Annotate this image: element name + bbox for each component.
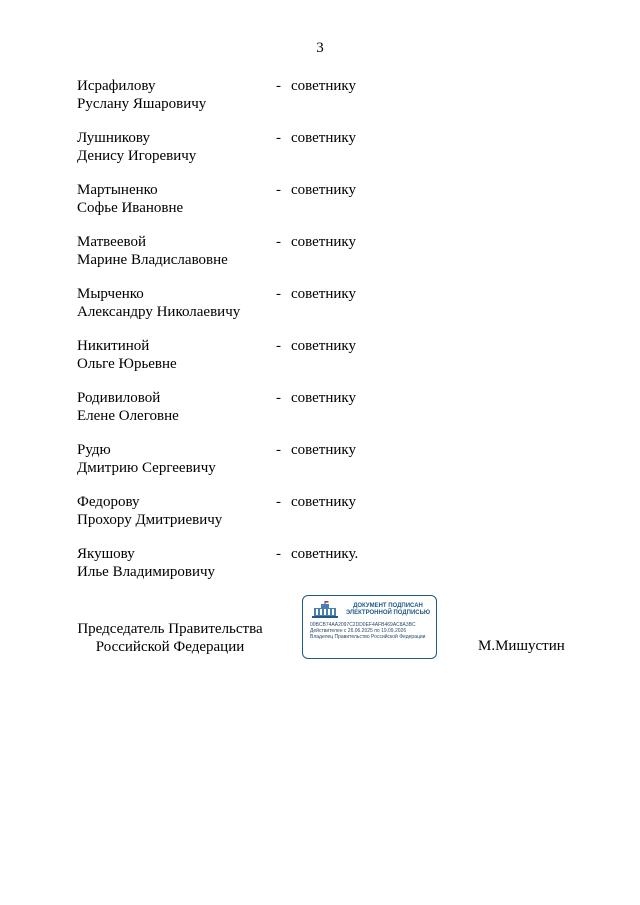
signatory-title <box>70 620 270 656</box>
entry-dash: - <box>276 390 281 406</box>
stamp-certificate: 00BCB74AA2097C2DD0EF4AFB469AC8A3BC <box>310 622 416 628</box>
appointee-given-names: Прохору Дмитриевичу <box>77 512 223 528</box>
appointee-given-names: Дмитрию Сергеевичу <box>77 460 216 476</box>
signer-name: М.Мишустин <box>478 638 565 654</box>
appointee-role: советнику <box>291 182 356 198</box>
entry-dash: - <box>276 338 281 354</box>
appointee-surname: Матвеевой <box>77 234 146 250</box>
appointee-role: советнику <box>291 442 356 458</box>
appointee-given-names: Денису Игоревичу <box>77 148 197 164</box>
stamp-title-line1: ДОКУМЕНТ ПОДПИСАН <box>353 603 423 609</box>
entry-dash: - <box>276 78 281 94</box>
entry-dash: - <box>276 182 281 198</box>
appointment-entry <box>77 233 557 285</box>
government-building-icon <box>311 601 339 619</box>
appointee-role: советнику <box>291 234 356 250</box>
appointee-surname: Лушникову <box>77 130 151 146</box>
entry-dash: - <box>276 494 281 510</box>
entry-dash: - <box>276 546 281 562</box>
stamp-validity: Действителен с 26.06.2025 по 19.09.2026 <box>310 628 407 635</box>
appointment-entry <box>77 389 557 441</box>
appointment-entry <box>77 493 557 545</box>
appointee-surname: Мырченко <box>77 286 144 302</box>
appointment-entry <box>77 545 557 597</box>
appointee-given-names: Илье Владимировичу <box>77 564 216 580</box>
appointee-role: советнику <box>291 494 356 510</box>
appointee-surname: Исрафилову <box>77 78 156 94</box>
appointee-given-names: Руслану Яшаровичу <box>77 96 207 112</box>
appointee-given-names: Александру Николаевичу <box>77 304 241 320</box>
appointee-given-names: Ольге Юрьевне <box>77 356 177 372</box>
appointment-entry <box>77 285 557 337</box>
appointee-role: советнику <box>291 338 356 354</box>
appointee-given-names: Софье Ивановне <box>77 200 184 216</box>
appointee-given-names: Марине Владиславовне <box>77 252 228 268</box>
appointment-entry <box>77 181 557 233</box>
stamp-details <box>310 622 434 641</box>
entry-dash: - <box>276 286 281 302</box>
stamp-owner: Владелец Правительство Российской Федерации <box>310 634 426 641</box>
appointee-surname: Федорову <box>77 494 140 510</box>
appointee-surname: Рудю <box>77 442 111 458</box>
stamp-title <box>343 603 433 617</box>
appointee-surname: Якушову <box>77 546 135 562</box>
appointee-role: советнику <box>291 130 356 146</box>
appointment-entry <box>77 441 557 493</box>
appointee-surname: Родивиловой <box>77 390 161 406</box>
appointment-entry <box>77 77 557 129</box>
appointee-surname: Никитиной <box>77 338 150 354</box>
appointee-role: советнику <box>291 286 356 302</box>
appointment-entry <box>77 129 557 181</box>
signatory-title-line2: Российской Федерации <box>95 639 245 655</box>
appointee-surname: Мартыненко <box>77 182 158 198</box>
entry-dash: - <box>276 442 281 458</box>
page-number: 3 <box>316 40 324 56</box>
appointee-role: советнику. <box>291 546 359 562</box>
entry-dash: - <box>276 234 281 250</box>
appointee-role: советнику <box>291 390 356 406</box>
appointment-list <box>77 77 557 597</box>
appointee-role: советнику <box>291 78 356 94</box>
signatory-title-line1: Председатель Правительства <box>77 621 263 637</box>
electronic-signature-stamp <box>302 595 437 659</box>
stamp-title-line2: ЭЛЕКТРОННОЙ ПОДПИСЬЮ <box>345 610 431 616</box>
appointment-entry <box>77 337 557 389</box>
appointee-given-names: Елене Олеговне <box>77 408 179 424</box>
entry-dash: - <box>276 130 281 146</box>
